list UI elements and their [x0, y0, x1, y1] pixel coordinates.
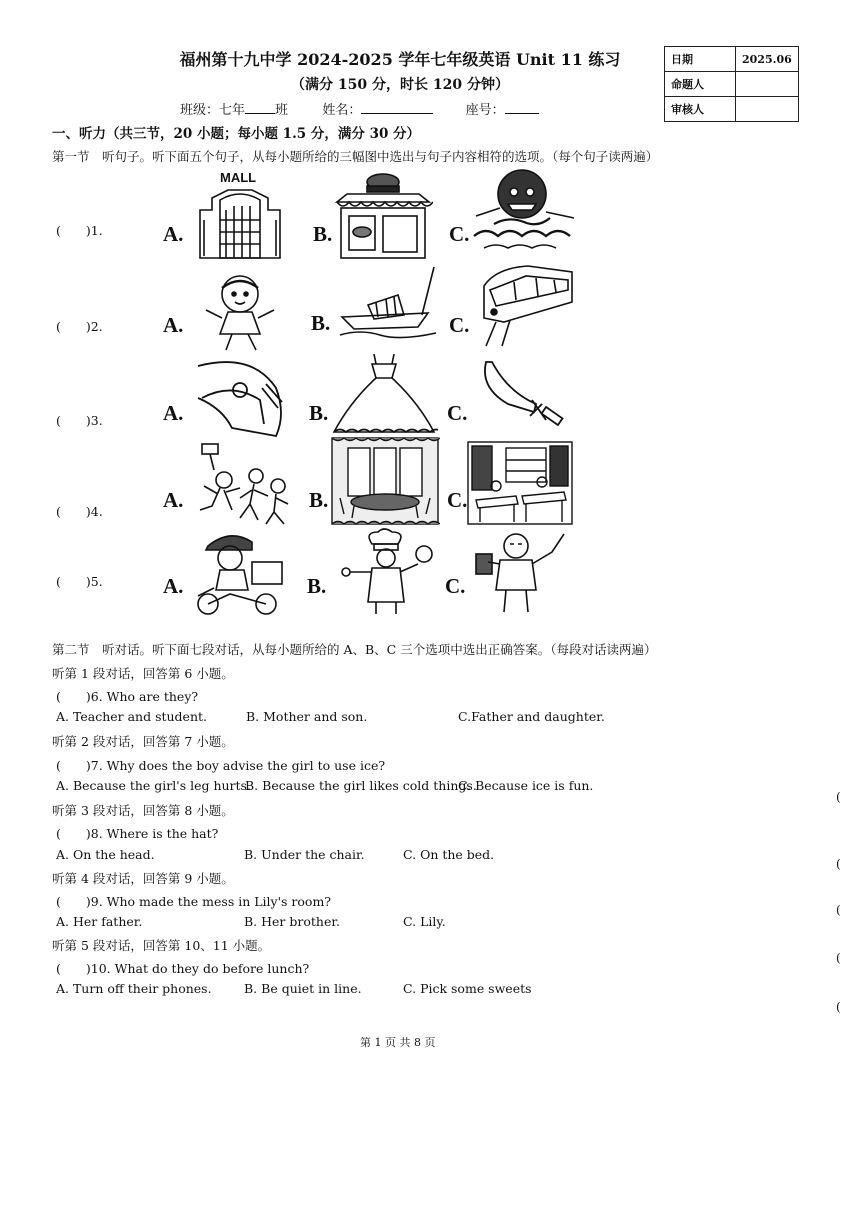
option-letter[interactable]: A. [163, 401, 184, 425]
answer-option[interactable]: C. On the bed. [403, 847, 495, 862]
helmet-icon[interactable] [192, 358, 288, 438]
answer-option[interactable]: A. Turn off their phones. [56, 981, 212, 996]
option-letter[interactable]: C. [449, 222, 470, 246]
dialog-intro: 听第 3 段对话，回答第 8 小题。 [52, 803, 234, 818]
setter-label: 命题人 [665, 72, 736, 97]
part2-instruction: 第二节 听对话。听下面七段对话，从每小题所给的 A、B、C 三个选项中选出正确答案。（每段对话读两遍） [52, 642, 657, 657]
meeting-room-icon[interactable] [330, 436, 440, 526]
girl-icon[interactable] [200, 270, 280, 352]
answer-option[interactable]: A. On the head. [56, 847, 155, 862]
seat-label: 座号： [465, 103, 505, 118]
date-value: 2025.06 [736, 47, 799, 72]
page-title: 福州第十九中学 2024-2025 学年七年级英语 Unit 11 练习 [179, 50, 621, 69]
margin-mark: ( [836, 790, 841, 804]
answer-option[interactable]: C. Because ice is fun. [458, 778, 594, 793]
answer-option[interactable]: A. Because the girl's leg hurts. [56, 778, 251, 793]
margin-mark: ( [836, 903, 841, 917]
seat-blank[interactable] [505, 101, 539, 114]
answer-option[interactable]: B. Mother and son. [246, 709, 368, 724]
option-letter[interactable]: B. [309, 401, 329, 425]
dialog-question[interactable]: ( )10. What do they do before lunch? [56, 961, 310, 976]
class-label: 班级：七年 [180, 103, 246, 118]
option-letter[interactable]: B. [307, 574, 327, 598]
reviewer-value[interactable] [736, 97, 799, 122]
running-kids-icon[interactable] [196, 440, 292, 526]
monster-icon[interactable] [470, 168, 580, 258]
setter-value[interactable] [736, 72, 799, 97]
option-letter[interactable]: A. [163, 313, 184, 337]
answer-option[interactable]: A. Her father. [56, 914, 143, 929]
svg-text:MALL: MALL [220, 170, 257, 185]
answer-option[interactable]: C. Pick some sweets [403, 981, 532, 996]
margin-mark: ( [836, 951, 841, 965]
answer-option[interactable]: B. Because the girl likes cold things. [245, 778, 477, 793]
question-number[interactable]: ( )5. [56, 574, 103, 589]
option-letter[interactable]: C. [447, 488, 468, 512]
dialog-question[interactable]: ( )9. Who made the mess in Lily's room? [56, 894, 332, 909]
dialog-intro: 听第 4 段对话，回答第 9 小题。 [52, 871, 234, 886]
margin-mark: ( [836, 1000, 841, 1014]
dialog-intro: 听第 2 段对话，回答第 7 小题。 [52, 734, 234, 749]
dialog-question[interactable]: ( )6. Who are they? [56, 689, 199, 704]
name-label: 姓名： [322, 103, 362, 118]
answer-option[interactable]: B. Under the chair. [244, 847, 365, 862]
part1-instruction: 第一节 听句子。听下面五个句子，从每小题所给的三幅图中选出与句子内容相符的选项。（每个句子读两遍） [52, 149, 659, 164]
info-table [664, 46, 799, 122]
chef-icon[interactable] [336, 528, 436, 616]
dialog-question[interactable]: ( )8. Where is the hat? [56, 826, 219, 841]
dialog-intro: 听第 5 段对话，回答第 10、11 小题。 [52, 938, 271, 953]
question-number[interactable]: ( )3. [56, 413, 103, 428]
option-letter[interactable]: B. [313, 222, 333, 246]
name-blank[interactable] [361, 101, 433, 114]
question-number[interactable]: ( )2. [56, 319, 103, 334]
dialog-intro: 听第 1 段对话，回答第 6 小题。 [52, 666, 234, 681]
page-footer: 第 1 页 共 8 页 [360, 1036, 436, 1049]
answer-option[interactable]: A. Teacher and student. [56, 709, 208, 724]
library-icon[interactable] [466, 440, 574, 526]
option-letter[interactable]: C. [449, 313, 470, 337]
answer-option[interactable]: B. Her brother. [244, 914, 340, 929]
student-info-line [180, 99, 539, 118]
answer-option[interactable]: C. Lily. [403, 914, 446, 929]
option-letter[interactable]: B. [311, 311, 331, 335]
option-letter[interactable]: A. [163, 574, 184, 598]
option-letter[interactable]: C. [447, 401, 468, 425]
hamburger-shop-icon[interactable] [333, 172, 433, 262]
class-blank[interactable] [245, 101, 275, 114]
section-heading: 一、听力（共三节，20 小题；每小题 1.5 分，满分 30 分） [52, 126, 421, 142]
dress-icon[interactable] [330, 352, 438, 436]
answer-option[interactable]: B. Be quiet in line. [244, 981, 362, 996]
sword-icon[interactable] [478, 358, 568, 434]
teacher-icon[interactable] [470, 528, 570, 616]
answer-option[interactable]: C.Father and daughter. [458, 709, 605, 724]
question-number[interactable]: ( )1. [56, 223, 103, 238]
option-letter[interactable]: C. [445, 574, 466, 598]
date-label: 日期 [665, 47, 736, 72]
option-letter[interactable]: A. [163, 222, 184, 246]
page-subtitle: （满分 150 分，时长 120 分钟） [291, 77, 509, 93]
boat-icon[interactable] [338, 265, 438, 345]
option-letter[interactable]: A. [163, 488, 184, 512]
delivery-man-icon[interactable] [190, 528, 290, 616]
train-icon[interactable] [476, 262, 576, 348]
class-suffix: 班 [275, 103, 289, 118]
reviewer-label: 审核人 [665, 97, 736, 122]
option-letter[interactable]: B. [309, 488, 329, 512]
dialog-question[interactable]: ( )7. Why does the boy advise the girl to use ice? [56, 758, 386, 773]
margin-mark: ( [836, 857, 841, 871]
mall-icon[interactable] [190, 170, 290, 260]
question-number[interactable]: ( )4. [56, 504, 103, 519]
